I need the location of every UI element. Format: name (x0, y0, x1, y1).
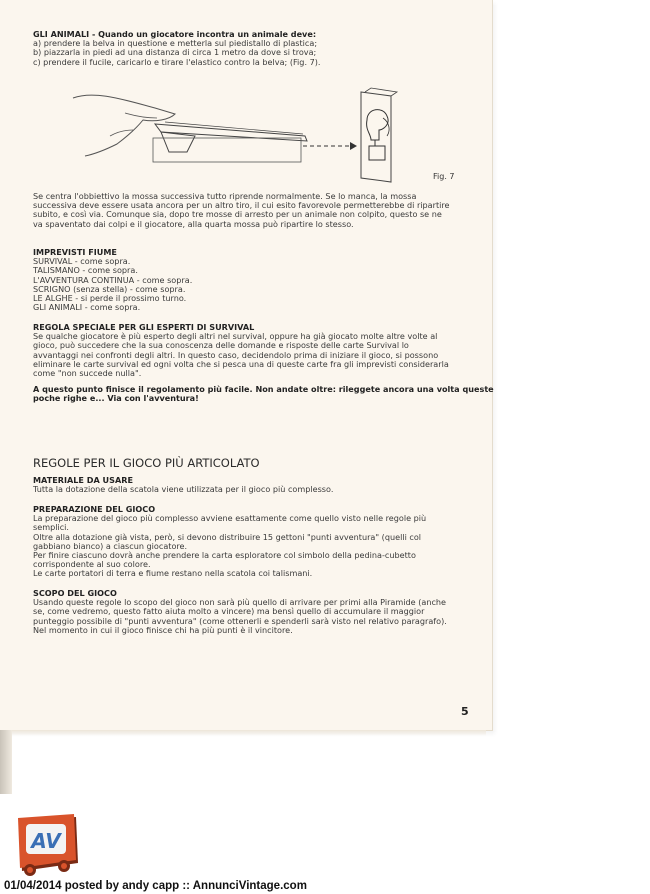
rifle-and-target-illustration (65, 78, 415, 188)
intro-line-3: b) piazzarla in piedi ad una distanza di circa 1 metro da dove si trova; (33, 47, 317, 58)
materiale-section (33, 476, 461, 494)
imprevisti-item: GLI ANIMALI - come sopra. (33, 302, 141, 313)
imprevisti-item: L'AVVENTURA CONTINUA - come sopra. (33, 274, 193, 285)
preparazione-line-2: semplici. (33, 522, 69, 533)
page-edge-shadow (0, 730, 486, 736)
scopo-line-3: punteggio possibile di "punti avventura" (come ottenerli e spenderli sarà visto nel relativo paragrafo). (33, 615, 447, 626)
imprevisti-item: SCRIGNO (senza stella) - come sopra. (33, 283, 186, 294)
page-number: 5 (461, 705, 469, 718)
intro-line-1: GLI ANIMALI - Quando un giocatore incontra un animale deve: (33, 29, 317, 39)
conclusion-line-1: A questo punto finisce il regolamento più facile. Non andate oltre: rileggete ancora una volta queste (33, 384, 494, 394)
scopo-line-2: se, come vedremo, questo fatto aiuta molto a vincere) ma bensì quello di accumulare il maggior (33, 606, 425, 617)
regola-line-4: eliminare le carte survival ed ogni volta che si pesca una di queste carte fra gli imprevisti considerarla (33, 358, 449, 369)
scopo-line-4: Nel momento in cui il gioco finisce chi ha più punti è il vincitore. (33, 624, 293, 635)
materiale-line-1: Tutta la dotazione della scatola viene utilizzata per il gioco più complesso. (33, 484, 334, 495)
preparazione-line-3: Oltre alla dotazione già vista, però, si devono distribuire 15 gettoni "punti avventura" (quelli col (33, 531, 422, 542)
regola-speciale-section (33, 323, 461, 378)
imprevisti-fiume-section (33, 248, 461, 312)
para1-line-2: successiva deve essere usata ancora per un altro tiro, il cui esito favorevole permetterebbe di ripartire (33, 200, 450, 211)
paragraph-miss-rules (33, 192, 461, 229)
intro-line-4: c) prendere il fucile, caricarlo e tirare l'elastico contro la belva; (Fig. 7). (33, 56, 321, 67)
imprevisti-title: IMPREVISTI FIUME (33, 247, 117, 257)
preparazione-line-1: La preparazione del gioco più complesso avviene esattamente come quello visto nelle regole più (33, 513, 427, 524)
scopo-line-1: Usando queste regole lo scopo del gioco non sarà più quello di arrivare per primi alla Piramide (anche (33, 597, 447, 608)
preparazione-line-5: Per finire ciascuno dovrà anche prendere la carta esploratore col simbolo della pedina-cubetto (33, 550, 416, 561)
regola-line-1: Se qualche giocatore è più esperto degli altri nel survival, oppure ha già giocato molte altre volte al (33, 331, 438, 342)
imprevisti-item: SURVIVAL - come sopra. (33, 256, 131, 267)
conclusion-line-2: poche righe e... Via con l'avventura! (33, 393, 199, 404)
regola-line-2: gioco, può succedere che la sua conoscenza delle domande e risposte delle carte Survival lo (33, 340, 409, 351)
preparazione-line-4: gabbiano bianco) a ciascun giocatore. (33, 540, 188, 551)
preparazione-section (33, 505, 461, 579)
preparazione-title: PREPARAZIONE DEL GIOCO (33, 504, 156, 514)
preparazione-line-7: Le carte portatori di terra e fiume restano nella scatola coi talismani. (33, 568, 313, 579)
imprevisti-item: TALISMANO - come sopra. (33, 265, 138, 276)
regola-line-5: come "non succede nulla". (33, 368, 142, 379)
watermark-caption: 01/04/2014 posted by andy capp :: AnnunciVintage.com (4, 880, 307, 892)
para1-line-1: Se centra l'obbiettivo la mossa successiva tutto riprende normalmente. Se lo manca, la mossa (33, 191, 417, 201)
para1-line-3: subito, e così via. Comunque sia, dopo tre mosse di arresto per un animale non colpito, questo se ne (33, 209, 442, 220)
logo-text: AV (31, 829, 61, 853)
intro-line-2: a) prendere la belva in questione e metterla sul piedistallo di plastica; (33, 38, 318, 49)
figure-label: Fig. 7 (433, 172, 455, 181)
regola-line-3: avvantaggi nei confronti degli altri. In questo caso, decidendolo prima di iniziare il gioco, si possono (33, 349, 439, 360)
scopo-title: SCOPO DEL GIOCO (33, 588, 117, 598)
preparazione-line-6: corrispondente al suo colore. (33, 559, 151, 570)
scan-binding-strip (0, 730, 12, 794)
regola-speciale-title: REGOLA SPECIALE PER GLI ESPERTI DI SURVIVAL (33, 322, 255, 332)
conclusion-paragraph (33, 384, 494, 404)
section-heading: REGOLE PER IL GIOCO PIÙ ARTICOLATO (33, 456, 260, 470)
para1-line-4: va spaventato dai colpi e il giocatore, alla quarta mossa può ripartire lo stesso. (33, 218, 354, 229)
materiale-title: MATERIALE DA USARE (33, 475, 133, 485)
imprevisti-item: LE ALGHE - si perde il prossimo turno. (33, 293, 187, 304)
intro-block (33, 30, 461, 67)
annuncivintage-logo-icon (4, 808, 82, 882)
scopo-section (33, 589, 461, 635)
